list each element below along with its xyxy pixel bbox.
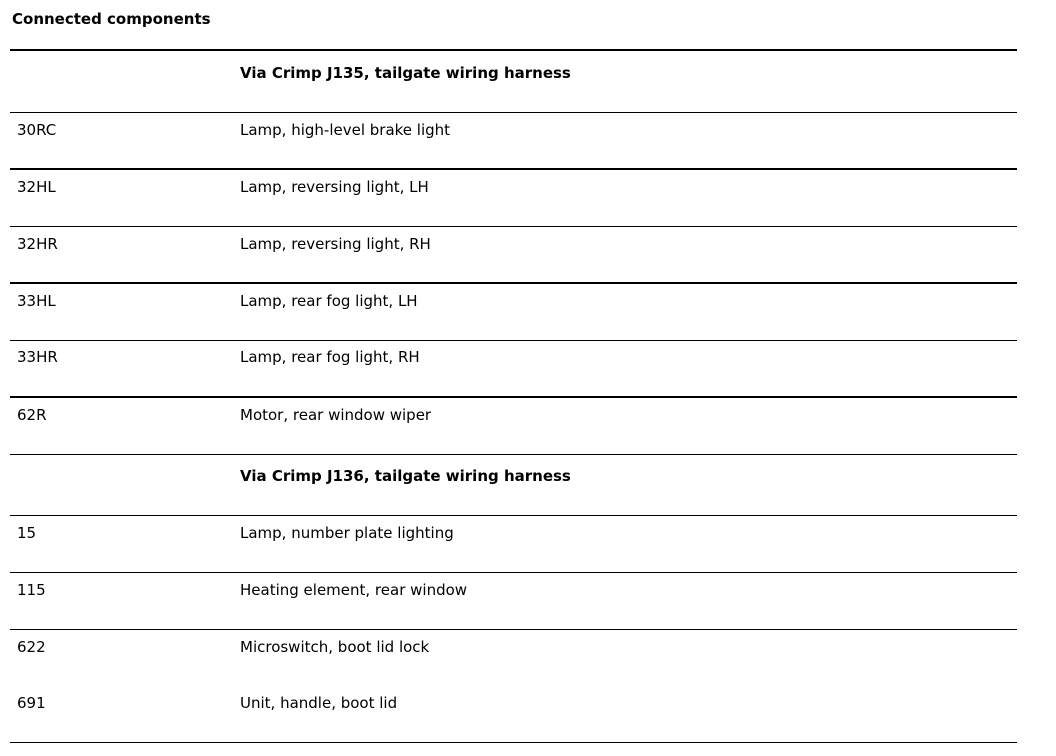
group-title: Via Crimp J135, tailgate wiring harness xyxy=(240,64,571,82)
row-divider xyxy=(10,629,1017,630)
component-code: 33HL xyxy=(17,292,56,310)
group-title: Via Crimp J136, tailgate wiring harness xyxy=(240,467,571,485)
component-code: 15 xyxy=(17,524,37,542)
row-divider xyxy=(10,226,1017,227)
component-description: Lamp, reversing light, LH xyxy=(240,178,429,196)
component-code: 32HL xyxy=(17,178,56,196)
row-divider xyxy=(10,112,1017,113)
row-divider xyxy=(10,282,1017,284)
component-code: 33HR xyxy=(17,348,58,366)
row-divider xyxy=(10,572,1017,573)
component-description: Unit, handle, boot lid xyxy=(240,694,398,712)
table-top-rule xyxy=(10,49,1017,51)
page-title: Connected components xyxy=(12,10,211,28)
component-description: Lamp, high-level brake light xyxy=(240,121,451,139)
row-divider xyxy=(10,168,1017,170)
component-description: Microswitch, boot lid lock xyxy=(240,638,430,656)
component-description: Lamp, rear fog light, RH xyxy=(240,348,420,366)
component-code: 30RC xyxy=(17,121,57,139)
component-description: Lamp, reversing light, RH xyxy=(240,235,431,253)
component-code: 62R xyxy=(17,406,47,424)
row-divider xyxy=(10,454,1017,455)
component-description: Lamp, number plate lighting xyxy=(240,524,454,542)
component-code: 32HR xyxy=(17,235,58,253)
component-code: 691 xyxy=(17,694,46,712)
component-description: Lamp, rear fog light, LH xyxy=(240,292,418,310)
component-code: 622 xyxy=(17,638,46,656)
component-description: Heating element, rear window xyxy=(240,581,468,599)
table-bottom-rule xyxy=(10,742,1017,743)
component-description: Motor, rear window wiper xyxy=(240,406,432,424)
row-divider xyxy=(10,396,1017,398)
row-divider xyxy=(10,515,1017,516)
component-code: 115 xyxy=(17,581,46,599)
row-divider xyxy=(10,340,1017,341)
